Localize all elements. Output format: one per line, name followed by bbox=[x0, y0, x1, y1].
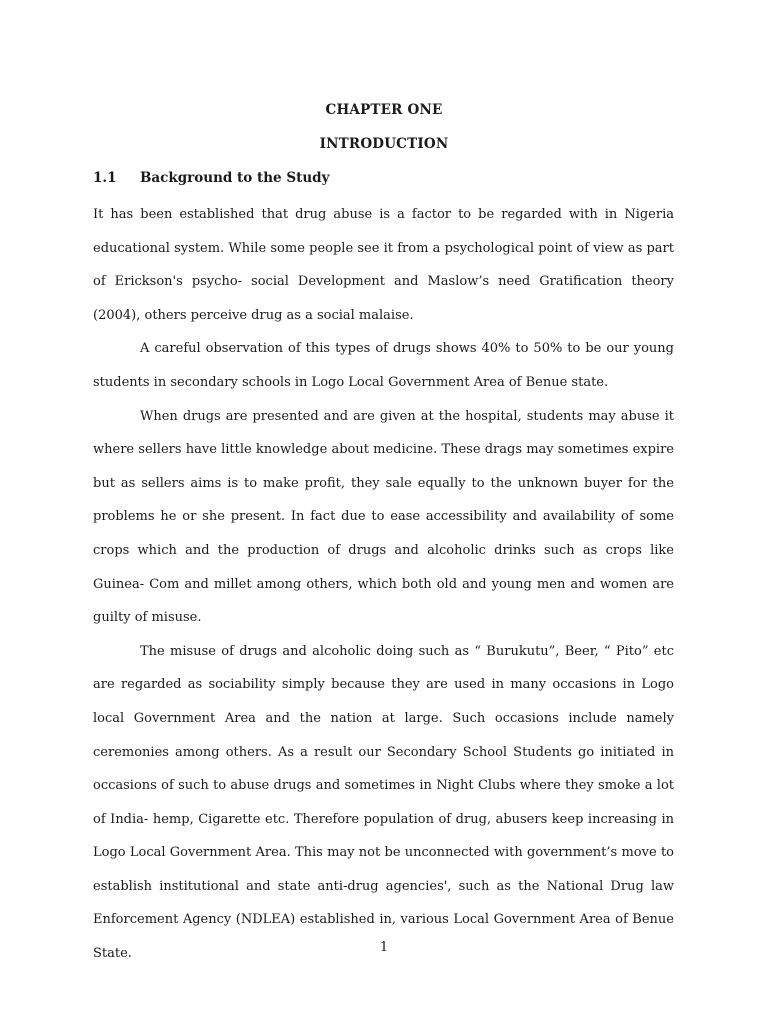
page-number: 1 bbox=[379, 940, 389, 955]
section-number: 1.1 bbox=[93, 170, 117, 186]
section-heading bbox=[93, 170, 329, 186]
paragraph-2: A careful observation of this types of drugs shows 40% to 50% to be our young students in secondary schools in Logo Local Government Area of Benue state. bbox=[93, 341, 674, 390]
body-text bbox=[93, 198, 674, 971]
paragraph-3: When drugs are presented and are given at the hospital, students may abuse it where sellers have little knowledge about medicine. These drags may sometimes expire but as sellers aims is to make profit, they sale equally to the unknown buyer for the problems he or she present. In fact due to ease accessibility and availability of some crops which and the production of drugs and alcoholic drinks such as crops like Guinea- Com and millet among others, which both old and young men and women are guilty of misuse. bbox=[93, 408, 674, 626]
chapter-title: CHAPTER ONE bbox=[325, 102, 443, 118]
chapter-subtitle: INTRODUCTION bbox=[319, 136, 449, 152]
section-title: Background to the Study bbox=[140, 170, 330, 186]
paragraph-4: The misuse of drugs and alcoholic doing such as “ Burukutu”, Beer, “ Pito” etc are regarded as sociability simply because they are used in many occasions in Logo local Government Area and the nation at large. Such occasions include namely ceremonies among others. As a result our Secondary School Students go initiated in occasions of such to abuse drugs and sometimes in Night Clubs where they smoke a lot of India- hemp, Cigarette etc. Therefore population of drug, abusers keep increasing in Logo Local Government Area. This may not be unconnected with government’s move to establish institutional and state anti-drug agencies', such as the National Drug law Enforcement Agency (NDLEA) established in, various Local Government Area of Benue State. bbox=[93, 643, 674, 962]
paragraph-1: It has been established that drug abuse is a factor to be regarded with in Nigeria educational system. While some people see it from a psychological point of view as part of Erickson's psycho- social Development and Maslow’s need Gratification theory (2004), others perceive drug as a social malaise. bbox=[93, 207, 674, 323]
